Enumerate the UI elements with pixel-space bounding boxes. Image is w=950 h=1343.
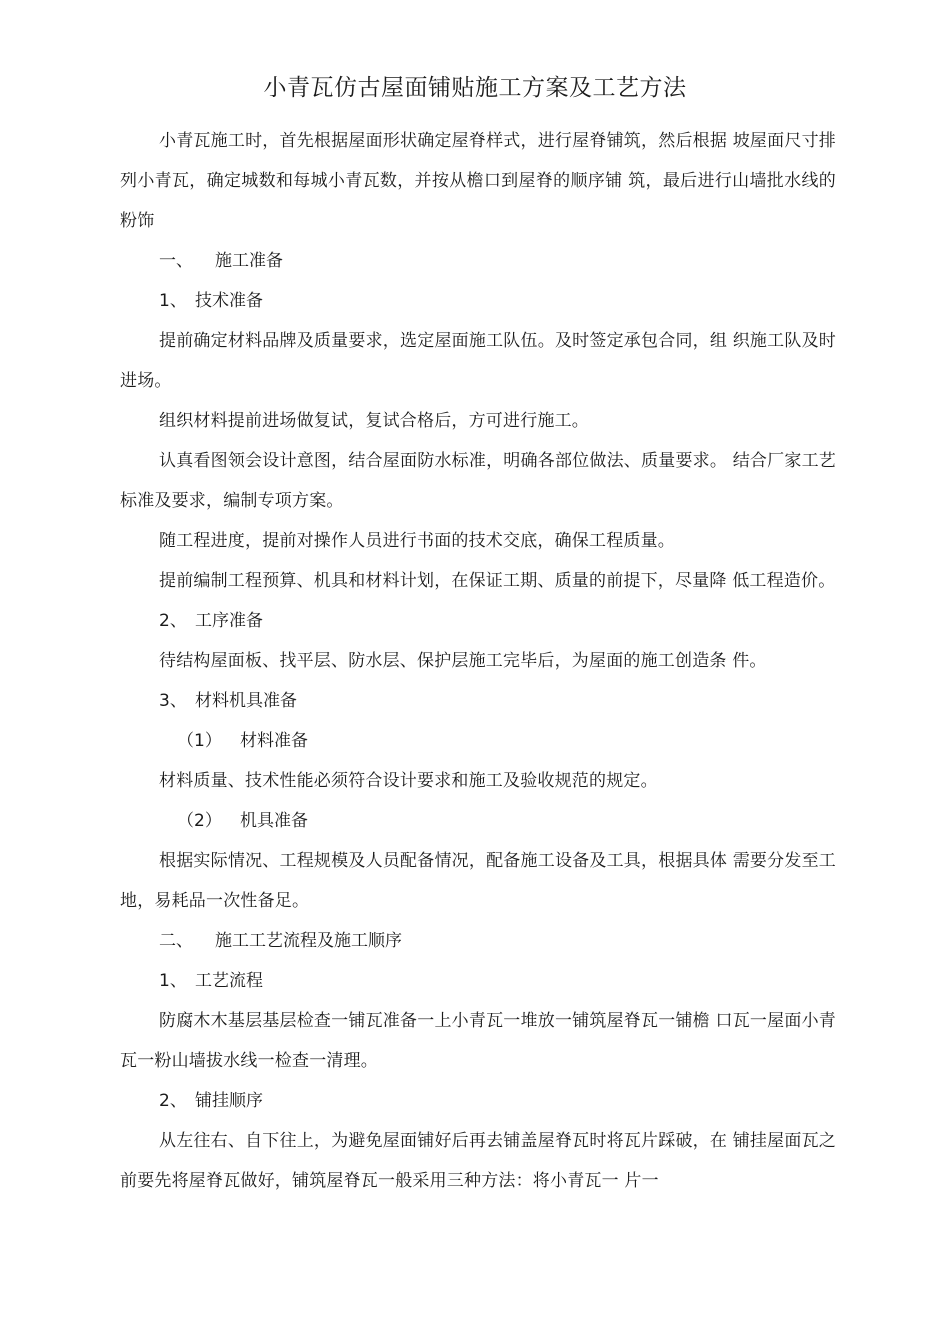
body-paragraph: 根据实际情况、工程规模及人员配备情况，配备施工设备及工具，根据具体 需要分发至工地，易耗品一次性备足。 xyxy=(120,851,836,911)
heading-text: 技术准备 xyxy=(195,291,263,311)
section-heading-level-2 xyxy=(120,961,836,1001)
heading-text: 材料准备 xyxy=(240,731,308,751)
heading-text: 铺挂顺序 xyxy=(195,1091,263,1111)
section-heading-level-2 xyxy=(120,1081,836,1121)
heading-text: 材料机具准备 xyxy=(195,691,297,711)
section-heading-level-1 xyxy=(120,921,836,961)
body-paragraph: 提前编制工程预算、机具和材料计划，在保证工期、质量的前提下，尽量降 低工程造价。 xyxy=(159,571,836,591)
body-paragraph: 从左往右、自下往上，为避免屋面铺好后再去铺盖屋脊瓦时将瓦片踩破，在 铺挂屋面瓦之前要先将屋脊瓦做好，铺筑屋脊瓦一般采用三种方法：将小青瓦一 片一 xyxy=(120,1131,836,1191)
heading-text: 施工工艺流程及施工顺序 xyxy=(215,931,402,951)
heading-text: 机具准备 xyxy=(240,811,308,831)
document-title: 小青瓦仿古屋面铺贴施工方案及工艺方法 xyxy=(263,75,687,101)
body-paragraph: 提前确定材料品牌及质量要求，选定屋面施工队伍。及时签定承包合同，组 织施工队及时进场。 xyxy=(120,331,836,391)
heading-number: （1） xyxy=(177,731,222,751)
heading-number: 3、 xyxy=(159,691,187,711)
heading-number: 一、 xyxy=(159,251,193,271)
body-paragraph: 认真看图领会设计意图，结合屋面防水标准，明确各部位做法、质量要求。 结合厂家工艺标准及要求，编制专项方案。 xyxy=(120,451,836,511)
body-paragraph: 小青瓦施工时，首先根据屋面形状确定屋脊样式，进行屋脊铺筑，然后根据 坡屋面尺寸排列小青瓦，确定城数和每城小青瓦数，并按从檐口到屋脊的顺序铺 筑，最后进行山墙批水线的粉饰 xyxy=(120,131,836,231)
heading-number: （2） xyxy=(177,811,222,831)
body-paragraph: 材料质量、技术性能必须符合设计要求和施工及验收规范的规定。 xyxy=(159,771,658,791)
body-paragraph: 待结构屋面板、找平层、防水层、保护层施工完毕后，为屋面的施工创造条 件。 xyxy=(159,651,767,671)
section-heading-level-3 xyxy=(120,801,836,841)
section-heading-level-1 xyxy=(120,241,836,281)
section-heading-level-2 xyxy=(120,281,836,321)
heading-number: 1、 xyxy=(159,971,187,991)
heading-text: 施工准备 xyxy=(215,251,283,271)
heading-number: 1、 xyxy=(159,291,187,311)
heading-number: 二、 xyxy=(159,931,193,951)
body-paragraph: 防腐木木基层基层检查一铺瓦准备一上小青瓦一堆放一铺筑屋脊瓦一铺檐 口瓦一屋面小青瓦一粉山墙拔水线一检查一清理。 xyxy=(120,1011,836,1071)
body-paragraph: 组织材料提前进场做复试，复试合格后，方可进行施工。 xyxy=(159,411,589,431)
heading-text: 工艺流程 xyxy=(195,971,263,991)
section-heading-level-2 xyxy=(120,681,836,721)
body-paragraph: 随工程进度，提前对操作人员进行书面的技术交底，确保工程质量。 xyxy=(159,531,675,551)
section-heading-level-2 xyxy=(120,601,836,641)
document-body xyxy=(120,121,836,1201)
heading-text: 工序准备 xyxy=(195,611,263,631)
heading-number: 2、 xyxy=(159,1091,187,1111)
section-heading-level-3 xyxy=(120,721,836,761)
heading-number: 2、 xyxy=(159,611,187,631)
